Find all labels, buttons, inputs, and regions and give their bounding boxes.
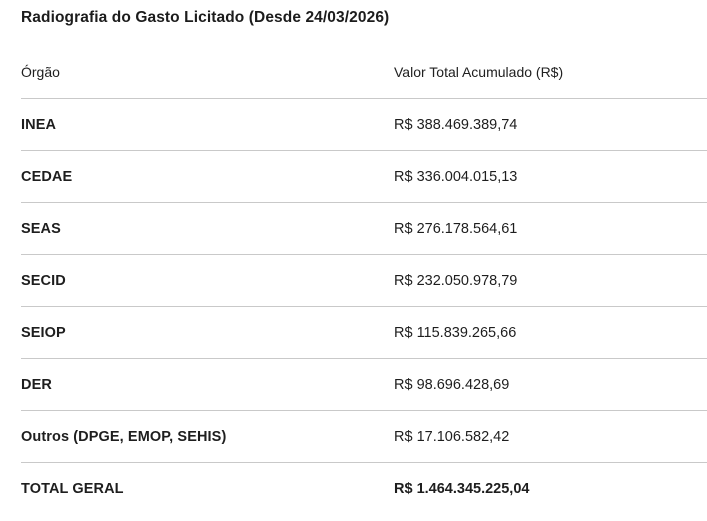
table-row (21, 411, 707, 463)
orgao-cell: DER (21, 376, 52, 393)
orgao-cell: Outros (DPGE, EMOP, SEHIS) (21, 428, 227, 445)
valor-cell: R$ 232.050.978,79 (394, 272, 518, 289)
table-total-row (21, 463, 707, 515)
orgao-cell: INEA (21, 116, 57, 133)
orgao-cell: SEIOP (21, 324, 66, 341)
total-value: R$ 1.464.345.225,04 (394, 481, 530, 497)
orgao-cell: CEDAE (21, 168, 73, 185)
valor-cell: R$ 17.106.582,42 (394, 428, 510, 445)
orgao-cell: SECID (21, 272, 66, 289)
table-row (21, 255, 707, 307)
orgao-cell: SEAS (21, 220, 61, 237)
column-header-orgao: Órgão (21, 64, 60, 80)
table-row (21, 99, 707, 151)
table-row (21, 151, 707, 203)
valor-cell: R$ 336.004.015,13 (394, 168, 518, 185)
valor-cell: R$ 98.696.428,69 (394, 376, 510, 393)
table-row (21, 203, 707, 255)
table-row (21, 307, 707, 359)
table-header-row (21, 27, 707, 99)
table-row (21, 359, 707, 411)
total-label: TOTAL GERAL (21, 481, 124, 497)
column-header-valor: Valor Total Acumulado (R$) (394, 64, 564, 80)
page-title: Radiografia do Gasto Licitado (Desde 24/03/2026) (21, 9, 390, 26)
valor-cell: R$ 115.839.265,66 (394, 324, 517, 341)
table-rows (21, 99, 707, 463)
valor-cell: R$ 388.469.389,74 (394, 116, 518, 133)
valor-cell: R$ 276.178.564,61 (394, 220, 518, 237)
